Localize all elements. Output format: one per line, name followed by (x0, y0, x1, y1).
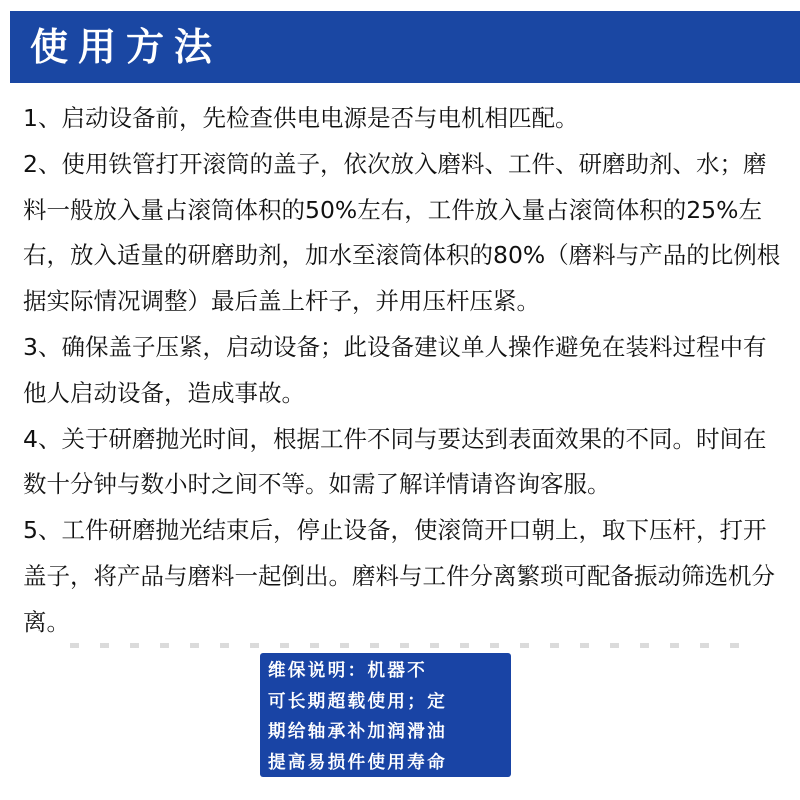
notice-line-1: 维保说明：机器不 (268, 661, 428, 681)
maintenance-notice (260, 653, 511, 777)
instruction-step-4: 4、关于研磨抛光时间，根据工件不同与要达到表面效果的不同。时间在数十分钟与数小时之间不等。如需了解详情请咨询客服。 (23, 424, 767, 499)
notice-line-4: 提高易损件使用寿命 (268, 752, 448, 773)
instructions-list (23, 96, 783, 646)
notice-line-2: 可长期超载使用；定 (268, 691, 448, 712)
faded-divider (70, 643, 750, 648)
instruction-step-3: 3、确保盖子压紧，启动设备；此设备建议单人操作避免在装料过程中有他人启动设备，造成事故。 (23, 332, 767, 407)
notice-line-3: 期给轴承补加润滑油 (268, 722, 448, 742)
instruction-step-1: 1、启动设备前，先检查供电电源是否与电机相匹配。 (23, 104, 579, 132)
header-bar (10, 11, 800, 83)
instruction-step-5: 5、工件研磨抛光结束后，停止设备，使滚筒开口朝上，取下压杆，打开盖子，将产品与磨料一起倒出。磨料与工件分离繁琐可配备振动筛选机分离。 (23, 516, 775, 636)
page-title: 使用方法 (30, 25, 223, 69)
maintenance-notice-text (268, 656, 508, 778)
instruction-step-2: 2、使用铁管打开滚筒的盖子，依次放入磨料、工件、研磨助剂、水；磨料一般放入量占滚筒体积的50%左右，工件放入量占滚筒体积的25%左右，放入适量的研磨助剂，加水至滚筒体积的80%（磨料与产品的比例根据实际情况调整）最后盖上杆子，并用压杆压紧。 (23, 149, 781, 316)
